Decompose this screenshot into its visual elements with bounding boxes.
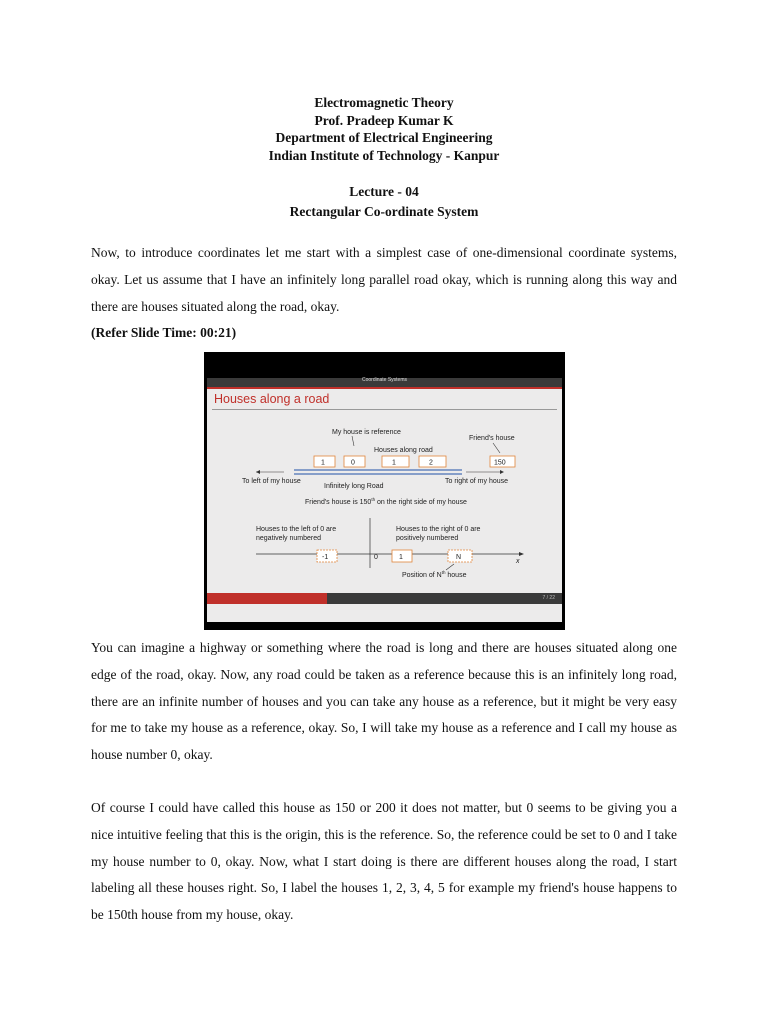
department-name: Department of Electrical Engineering — [275, 130, 493, 145]
position-note: Position of $N^{th}$ house — [402, 570, 467, 579]
right-note-line2: positively numbered — [396, 535, 459, 542]
lecture-title: Rectangular Co-ordinate System — [289, 204, 479, 219]
my-house-arrow — [352, 436, 354, 446]
institute-name: Indian Institute of Technology - Kanpur — [268, 147, 500, 163]
friend-house-number: 150 — [494, 459, 506, 467]
slide-diagram — [204, 352, 565, 630]
axis-n: N — [456, 554, 462, 561]
left-note-line1: Houses to the left of 0 are — [256, 526, 337, 533]
axis-one: 1 — [399, 554, 403, 561]
left-note-line2: negatively numbered — [256, 535, 321, 542]
right-arrow-head — [500, 470, 504, 474]
right-note-line1: Houses to the right of 0 are — [396, 526, 481, 533]
position-arrow — [446, 564, 454, 570]
friends-house-arrow — [493, 443, 500, 453]
course-title: Electromagnetic Theory — [314, 95, 454, 110]
paragraph-1: Now, to introduce coordinates let me start with a simplest case of one-dimensional coordinate systems, okay. Let us assume that I have an infinitely long parallel road okay, which is running along this way and there are houses situated along the road, okay. — [91, 245, 677, 314]
house-number: 1 — [392, 459, 396, 467]
slide-title: Houses along a road — [214, 392, 330, 406]
lecture-slide-image — [204, 352, 565, 630]
axis-neg-one: -1 — [322, 554, 329, 561]
slide-page-number: 7 / 22 — [542, 595, 555, 601]
house-boxes — [314, 456, 515, 467]
right-of-house-label: To right of my house — [445, 478, 509, 485]
slide-topbar-text: Coordinate Systems — [361, 377, 408, 383]
my-house-label: My house is reference — [332, 429, 401, 436]
paragraph-2: You can imagine a highway or something where the road is long and there are houses situated along one edge of the road, okay. Now, any road could be taken as a reference because this is an infinitely long road, there are an infinite number of houses and you can take any house as a reference, but it might be very easy for me to take my house as a reference, okay. So, I will take my house as a reference and I call my house as house number 0, okay. — [91, 640, 677, 763]
left-arrow-head — [256, 470, 260, 474]
slide-bottom-accent — [207, 593, 327, 604]
paragraph-3: Of course I could have called this house as 150 or 200 it does not matter, but 0 seems to be giving you a nice intuitive feeling that this is the origin, this is the reference. So, the reference could be set to 0 and I take my house number to 0, okay. Now, what I start doing is there are different houses along the road, I start labeling all these houses right. So, I label the houses 1, 2, 3, 4, 5 for example my friend's house happens to be 150th house from my house, okay. — [91, 800, 677, 923]
lecture-heading — [0, 182, 768, 222]
house-number: 1 — [321, 459, 325, 467]
left-of-house-label: To left of my house — [242, 478, 301, 485]
professor-name: Prof. Pradeep Kumar K — [314, 112, 454, 128]
house-number: 2 — [429, 459, 433, 467]
document-header — [0, 94, 768, 164]
friend-note: Friend's house is 150th on the right side of my house — [305, 497, 467, 506]
friends-house-label: Friend's house — [469, 435, 515, 442]
axis-zero: 0 — [374, 554, 378, 561]
x-axis-label: x — [516, 558, 520, 565]
x-axis-arrow — [519, 552, 524, 556]
road-label: Infinitely long Road — [324, 483, 384, 490]
house-number: 0 — [351, 459, 355, 467]
lecture-number: Lecture - 04 — [349, 184, 419, 199]
refer-slide-time: (Refer Slide Time: 00:21) — [91, 325, 237, 340]
houses-along-road-label: Houses along road — [374, 447, 433, 454]
